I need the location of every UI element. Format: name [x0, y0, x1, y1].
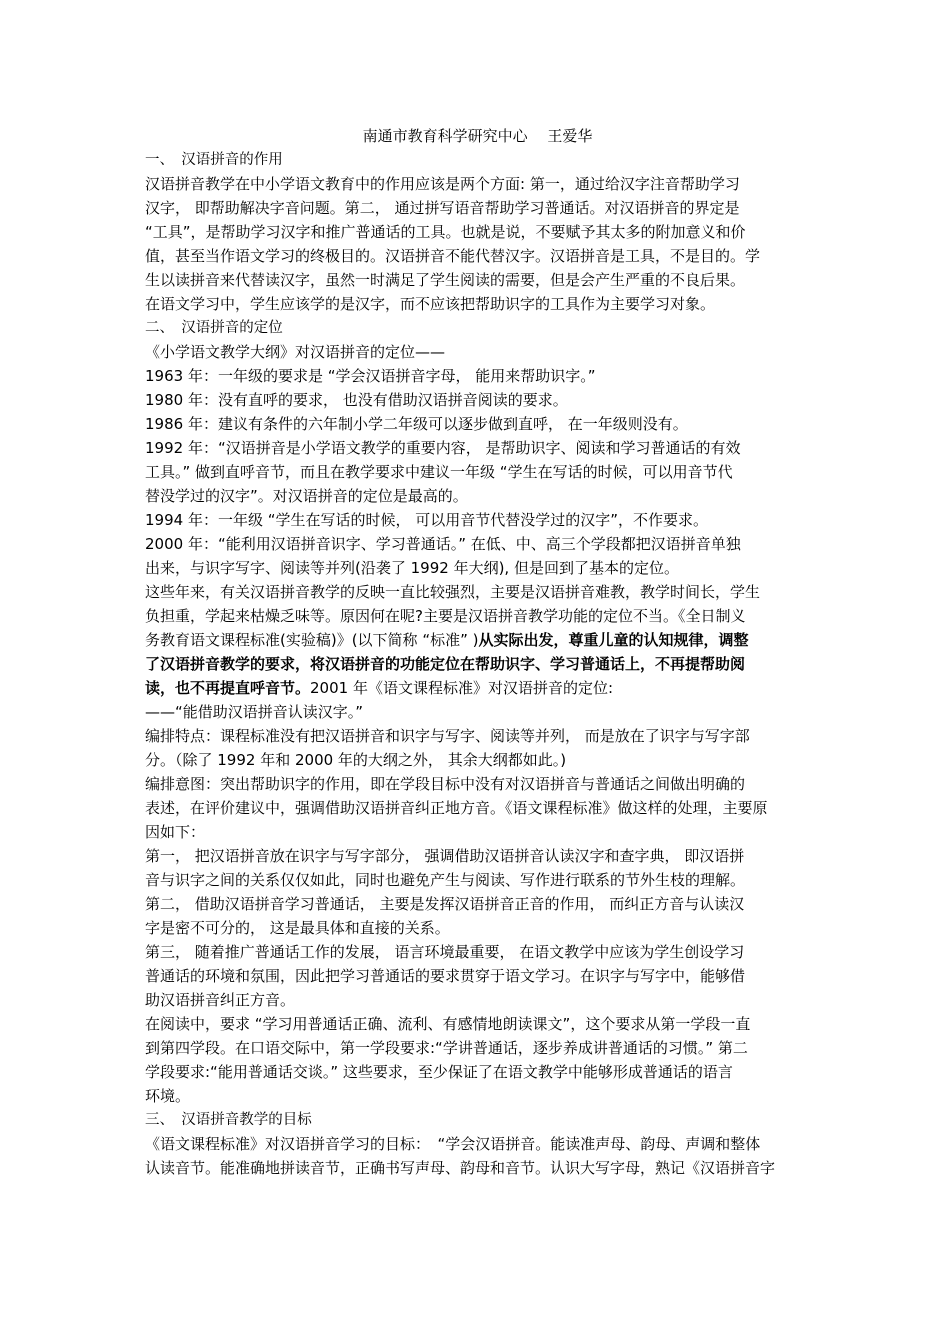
paragraph-line	[145, 1060, 810, 1084]
line-text: 负担重，学起来枯燥乏味等。原因何在呢?主要是汉语拼音教学功能的定位不当。《全日制义	[145, 607, 746, 625]
line-text: 1986 年：建议有条件的六年制小学二年级可以逐步做到直呼， 在一年级则没有。	[145, 415, 688, 433]
paragraph-line	[145, 412, 810, 436]
line-text: 值，甚至当作语文学习的终极目的。汉语拼音不能代替汉字。汉语拼音是工具，不是目的。学	[145, 247, 761, 265]
paragraph-line	[145, 748, 810, 772]
line-text: 表述，在评价建议中，强调借助汉语拼音纠正地方音。《语文课程标准》做这样的处理，主要原	[145, 799, 768, 817]
paragraph-line	[145, 580, 810, 604]
bold-emphasis-text: 读，也不再提直呼音节。	[145, 679, 311, 697]
paragraph-line	[145, 964, 810, 988]
paragraph-line	[145, 820, 810, 844]
document-page	[145, 124, 810, 1180]
line-text: 学段要求:“能用普通话交谈。” 这些要求，至少保证了在语文教学中能够形成普通话的语言	[145, 1063, 733, 1081]
line-text: ——“能借助汉语拼音认读汉字。”	[145, 703, 364, 721]
paragraph-line	[145, 340, 810, 364]
paragraph-line	[145, 796, 810, 820]
paragraph-line	[145, 244, 810, 268]
line-text: 第二， 借助汉语拼音学习普通话， 主要是发挥汉语拼音正音的作用， 而纠正方音与认读汉	[145, 895, 745, 913]
line-text: 环境。	[145, 1087, 191, 1105]
line-text: 普通话的环境和氛围，因此把学习普通话的要求贯穿于语文学习。在识字与写字中，能够借	[145, 967, 746, 985]
section-heading	[145, 1108, 810, 1132]
line-text: 第一， 把汉语拼音放在识字与写字部分， 强调借助汉语拼音认读汉字和查字典， 即汉语拼	[145, 847, 745, 865]
paragraph-line	[145, 460, 810, 484]
line-text: 出来，与识字写字、阅读等并列(沿袭了 1992 年大纲), 但是回到了基本的定位。	[145, 559, 679, 577]
paragraph-line	[145, 172, 810, 196]
line-text: 一、 汉语拼音的作用	[145, 152, 283, 168]
paragraph-line	[145, 628, 810, 652]
paragraph-line	[145, 388, 810, 412]
line-text: 在语文学习中，学生应该学的是汉字，而不应该把帮助识字的工具作为主要学习对象。	[145, 295, 716, 313]
line-text: 1963 年：一年级的要求是 “学会汉语拼音字母， 能用来帮助识字。”	[145, 367, 596, 385]
document-header: 南通市教育科学研究中心 王爱华	[362, 127, 593, 145]
paragraph-line	[145, 556, 810, 580]
line-text: 这些年来，有关汉语拼音教学的反映一直比较强烈，主要是汉语拼音难教，教学时间长，学生	[145, 583, 761, 601]
paragraph-line	[145, 508, 810, 532]
document-body	[145, 148, 810, 1180]
paragraph-line	[145, 220, 810, 244]
paragraph-line	[145, 364, 810, 388]
paragraph-line	[145, 532, 810, 556]
line-text: 汉字， 即帮助解决字音问题。第二， 通过拼写语音帮助学习普通话。对汉语拼音的界定是	[145, 199, 740, 217]
paragraph-line	[145, 916, 810, 940]
line-text: 1992 年：“汉语拼音是小学语文教学的重要内容， 是帮助识字、阅读和学习普通话的有效	[145, 439, 741, 457]
line-text: “工具”，是帮助学习汉字和推广普通话的工具。也就是说，不要赋予其太多的附加意义和价	[145, 223, 746, 241]
paragraph-line	[145, 940, 810, 964]
paragraph-line	[145, 652, 810, 676]
line-text: 在阅读中，要求 “学习用普通话正确、流利、有感情地朗读课文”，这个要求从第一学段一直	[145, 1015, 751, 1033]
line-text: 分。（除了 1992 年和 2000 年的大纲之外， 其余大纲都如此。)	[145, 751, 567, 769]
line-text: 生以读拼音来代替读汉字，虽然一时满足了学生阅读的需要，但是会产生严重的不良后果。	[145, 271, 746, 289]
line-text: 1980 年：没有直呼的要求， 也没有借助汉语拼音阅读的要求。	[145, 391, 568, 409]
paragraph-line	[145, 676, 810, 700]
paragraph-line	[145, 868, 810, 892]
paragraph-line	[145, 1084, 810, 1108]
line-text: 2001 年《语文课程标准》对汉语拼音的定位:	[310, 679, 614, 697]
paragraph-line	[145, 724, 810, 748]
paragraph-line	[145, 772, 810, 796]
paragraph-line	[145, 196, 810, 220]
paragraph-line	[145, 436, 810, 460]
line-text: 字是密不可分的， 这是最具体和直接的关系。	[145, 919, 450, 937]
section-heading	[145, 316, 810, 340]
line-text: 1994 年：一年级 “学生在写话的时候， 可以用音节代替没学过的汉字”，不作要求。	[145, 511, 709, 529]
line-text: 替没学过的汉字”。对汉语拼音的定位是最高的。	[145, 487, 468, 505]
line-text: 第三， 随着推广普通话工作的发展， 语言环境最重要， 在语文教学中应该为学生创设学习	[145, 943, 745, 961]
line-text: 认读音节。能准确地拼读音节，正确书写声母、韵母和音节。认识大写字母，熟记《汉语拼音字	[145, 1159, 776, 1177]
paragraph-line	[145, 604, 810, 628]
paragraph-line	[145, 988, 810, 1012]
paragraph-line	[145, 268, 810, 292]
paragraph-line	[145, 1156, 810, 1180]
paragraph-line	[145, 484, 810, 508]
line-text: 《语文课程标准》对汉语拼音学习的目标： “学会汉语拼音。能读准声母、韵母、声调和整体	[145, 1135, 761, 1153]
line-text: 音与识字之间的关系仅仅如此，同时也避免产生与阅读、写作进行联系的节外生枝的理解。	[145, 871, 746, 889]
paragraph-line	[145, 1036, 810, 1060]
bold-emphasis-text: 从实际出发，尊重儿童的认知规律，调整	[478, 631, 749, 649]
paragraph-line	[145, 1132, 810, 1156]
line-text: 助汉语拼音纠正方音。	[145, 991, 296, 1009]
paragraph-line	[145, 700, 810, 724]
bold-emphasis-text: 了汉语拼音教学的要求，将汉语拼音的功能定位在帮助识字、学习普通话上，不再提帮助阅	[145, 655, 746, 673]
line-text: 工具。” 做到直呼音节，而且在教学要求中建议一年级 “学生在写话的时候，可以用音节代	[145, 463, 733, 481]
line-text: 汉语拼音教学在中小学语文教育中的作用应该是两个方面: 第一，通过给汉字注音帮助学习	[145, 175, 740, 193]
line-text: 2000 年：“能利用汉语拼音识字、学习普通话。” 在低、中、高三个学段都把汉语拼音单独	[145, 535, 741, 553]
paragraph-line	[145, 1012, 810, 1036]
line-text: 务教育语文课程标准(实验稿)》(以下简称 “标准” )	[145, 631, 479, 649]
paragraph-line	[145, 892, 810, 916]
line-text: 三、 汉语拼音教学的目标	[145, 1112, 312, 1128]
paragraph-line	[145, 844, 810, 868]
section-heading	[145, 148, 810, 172]
line-text: 编排意图：突出帮助识字的作用，即在学段目标中没有对汉语拼音与普通话之间做出明确的	[145, 775, 746, 793]
line-text: 《小学语文教学大纲》对汉语拼音的定位——	[145, 343, 446, 361]
paragraph-line	[145, 292, 810, 316]
line-text: 到第四学段。在口语交际中，第一学段要求:“学讲普通话，逐步养成讲普通话的习惯。” 第二	[145, 1039, 748, 1057]
line-text: 二、 汉语拼音的定位	[145, 320, 283, 336]
line-text: 编排特点：课程标准没有把汉语拼音和识字与写字、阅读等并列， 而是放在了识字与写字部	[145, 727, 750, 745]
line-text: 因如下：	[145, 823, 206, 841]
